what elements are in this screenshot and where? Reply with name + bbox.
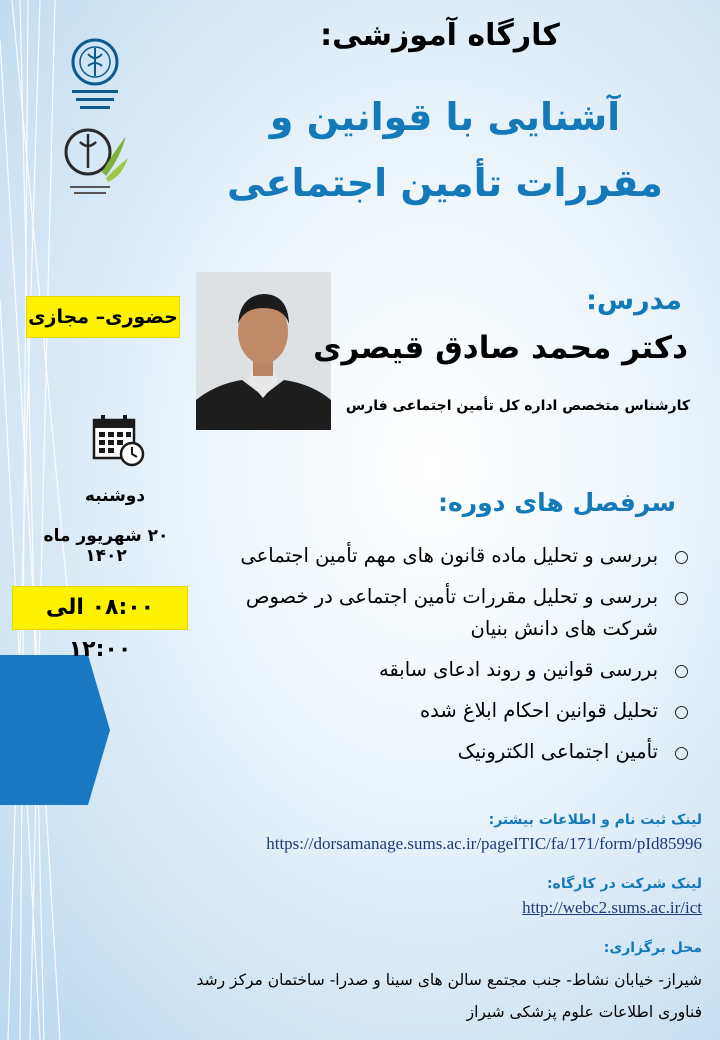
instructor-name: دکتر محمد صادق قیصری (313, 330, 688, 366)
list-item: بررسی و تحلیل ماده قانون های مهم تأمین اجتماعی (212, 540, 692, 572)
registration-label: لینک ثبت نام و اطلاعات بیشتر: (488, 812, 702, 828)
topics-heading: سرفصل های دوره: (437, 488, 676, 517)
workshop-label: کارگاه آموزشی: (320, 18, 560, 53)
bullet-icon (675, 592, 688, 605)
time-badge: ۰۸:۰۰ الی ۱۲:۰۰ (12, 586, 188, 630)
event-date: ۲۰ شهریور ماه ۱۴۰۲ (43, 526, 169, 566)
list-item: بررسی قوانین و روند ادعای سابقه (212, 654, 692, 686)
chevron-shape (0, 655, 110, 805)
calendar-icon (90, 412, 146, 468)
instructor-position: کارشناس متخصص اداره کل تأمین اجتماعی فارس (345, 398, 690, 414)
venue-address: شیراز- خیابان نشاط- جنب مجتمع سالن های سینا و صدرا- ساختمان مرکز رشد فناوری اطلاعات علوم پزشکی شیراز (196, 971, 702, 1021)
list-item: تحلیل قوانین احکام ابلاغ شده (212, 695, 692, 727)
instructor-heading: مدرس: (586, 285, 682, 316)
registration-link[interactable]: https://dorsamanage.sums.ac.ir/pageITIC/fa/171/form/pId85996 (266, 834, 702, 853)
bullet-icon (675, 706, 688, 719)
workshop-title: آشنایی با قوانین و مقررات تأمین اجتماعی (227, 95, 663, 205)
event-day: دوشنبه (84, 486, 146, 506)
participation-link[interactable]: http://webc2.sums.ac.ir/ict (522, 898, 702, 917)
instructor-photo (196, 272, 331, 430)
bullet-icon (675, 747, 688, 760)
bullet-icon (675, 551, 688, 564)
university-logo (64, 36, 126, 116)
venue-label: محل برگزاری: (603, 940, 702, 956)
mode-badge: حضوری– مجازی (26, 296, 180, 338)
bullet-icon (675, 665, 688, 678)
topics-list (212, 540, 692, 777)
participation-label: لینک شرکت در کارگاه: (546, 876, 702, 892)
list-item: تأمین اجتماعی الکترونیک (212, 736, 692, 768)
list-item: بررسی و تحلیل مقررات تأمین اجتماعی در خصوص شرکت های دانش بنیان (212, 581, 692, 645)
incubator-logo (62, 122, 130, 200)
